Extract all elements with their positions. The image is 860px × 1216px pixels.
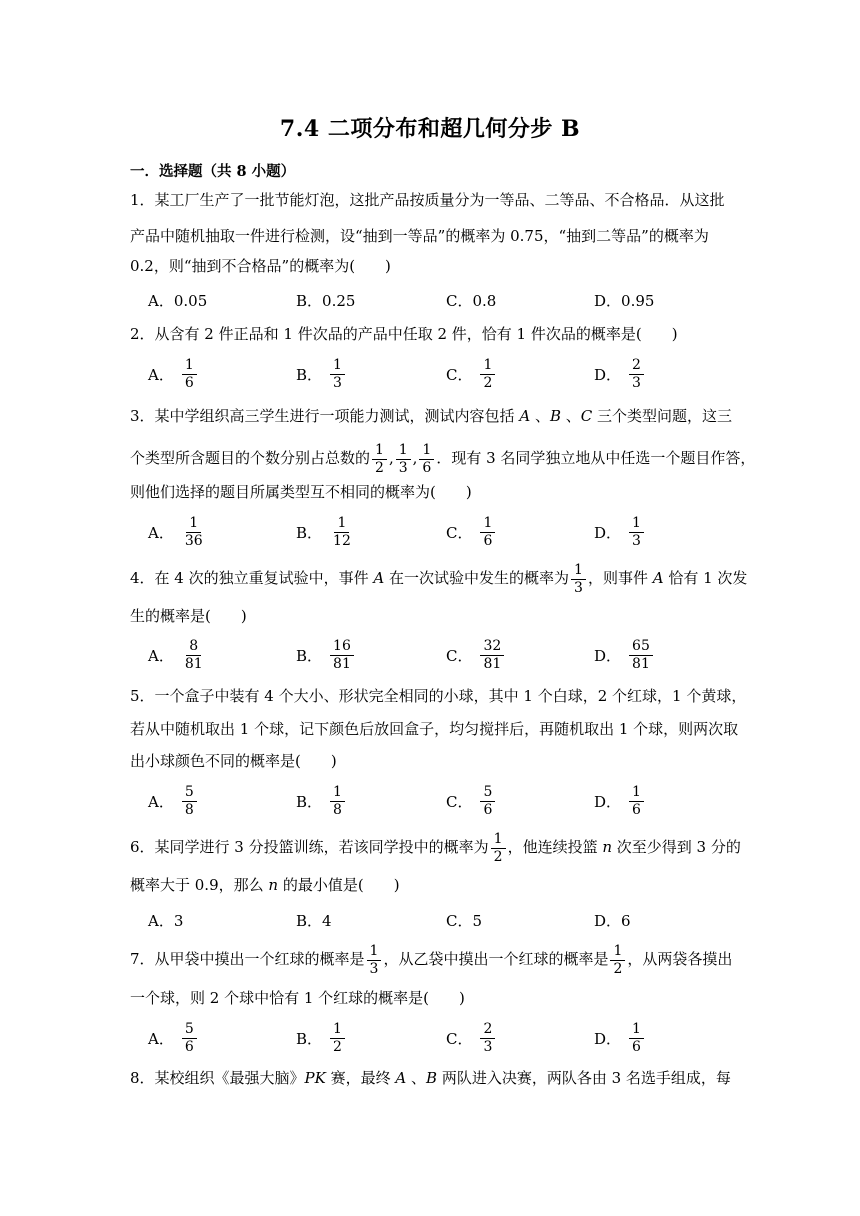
q2-option-a-label: A．	[148, 366, 174, 384]
q7-option-d-fraction	[629, 1021, 644, 1056]
q7-text-c: ，从两袋各摸出	[627, 950, 733, 968]
denominator: 3	[632, 533, 641, 549]
q7-option-d-label: D．	[594, 1030, 622, 1048]
denominator: 2	[333, 1039, 342, 1055]
q4-option-a-fraction	[182, 638, 206, 673]
q4-option-b-label: B．	[296, 647, 323, 665]
denominator: 8	[184, 802, 194, 818]
q4-option-d	[594, 638, 655, 673]
numerator: 1	[480, 357, 495, 375]
q5-option-d-fraction	[629, 784, 644, 819]
q4-text-a: 4．在 4 次的独立重复试验中，事件	[130, 569, 374, 587]
q6-option-c: C．5	[446, 912, 483, 930]
comma: ,	[388, 449, 394, 467]
q5-option-b-label: B．	[296, 793, 323, 811]
q3-option-a-fraction	[182, 515, 206, 550]
q5-option-a-label: A．	[148, 793, 174, 811]
q3-fraction-1	[372, 442, 387, 477]
q7-option-c-label: C．	[446, 1030, 473, 1048]
q7-option-b-label: B．	[296, 1030, 323, 1048]
q1-line-2: 产品中随机抽取一件进行检测，设“抽到一等品”的概率为 0.75，“抽到二等品”的概率为	[130, 227, 709, 245]
q7-option-a-fraction	[182, 1021, 197, 1056]
q4-text-d: 恰有 1 次发	[663, 569, 748, 587]
numerator: 32	[480, 638, 504, 656]
q2-option-c-fraction	[480, 357, 495, 392]
q7-line-2: 一个球，则 2 个球中恰有 1 个红球的概率是( )	[130, 989, 465, 1007]
denominator: 3	[632, 375, 641, 391]
numerator: 2	[480, 1021, 495, 1039]
numerator: 5	[182, 784, 197, 802]
q8-var-b: B	[426, 1069, 438, 1087]
q2-option-a	[148, 357, 199, 392]
q7-option-d	[594, 1021, 646, 1056]
q3-var-a: A	[519, 407, 531, 425]
denominator: 3	[483, 1039, 493, 1055]
q8-text-b: 赛，最终	[325, 1069, 396, 1087]
q2-option-d-label: D．	[594, 366, 622, 384]
numerator: 1	[182, 357, 197, 375]
q8-line-1	[130, 1067, 730, 1089]
q5-option-b-fraction	[330, 784, 345, 819]
q4-text-b: 在一次试验中发生的概率为	[384, 569, 570, 587]
numerator: 1	[330, 357, 345, 375]
q5-line-2: 若从中随机取出 1 个球，记下颜色后放回盒子，均匀搅拌后，再随机取出 1 个球，则两次取	[130, 720, 739, 738]
denominator: 6	[184, 1039, 194, 1055]
denominator: 2	[493, 848, 503, 865]
q7-text-a: 7．从甲袋中摸出一个红球的概率是	[130, 950, 365, 968]
numerator: 1	[491, 831, 506, 849]
q4-option-b	[296, 638, 356, 673]
q6-option-d: D．6	[594, 912, 631, 930]
numerator: 65	[629, 638, 653, 656]
numerator: 1	[330, 1021, 345, 1039]
q4-option-b-fraction	[330, 638, 354, 673]
q5-option-d	[594, 784, 646, 819]
numerator: 1	[186, 515, 201, 533]
q4-option-c	[446, 638, 506, 673]
q7-option-b-fraction	[330, 1021, 345, 1056]
numerator: 5	[480, 784, 495, 802]
q3-var-c: C	[580, 407, 593, 425]
numerator: 1	[629, 1021, 644, 1039]
comma: ,	[412, 449, 418, 467]
q3-line-3: 则他们选择的题目所属类型互不相同的概率为( )	[130, 483, 472, 501]
q4-option-a-label: A．	[148, 647, 174, 665]
q3-option-b-label: B．	[296, 524, 323, 542]
denominator: 6	[184, 375, 194, 391]
q3-fraction-2	[396, 442, 411, 477]
q8-text-a: 8．某校组织《最强大脑》	[130, 1069, 305, 1087]
q1-line-1: 1．某工厂生产了一批节能灯泡，这批产品按质量分为一等品、二等品、不合格品．从这批	[130, 191, 725, 209]
q3-text-d: ．现有 3 名同学独立地从中任选一个题目作答，	[436, 449, 756, 467]
denominator: 2	[375, 459, 384, 476]
q3-text-c: 个类型所含题目的个数分别占总数的	[130, 449, 371, 467]
numerator: 8	[186, 638, 201, 656]
q2-option-d	[594, 357, 646, 392]
q3-text-b: 三个类型问题，这三	[592, 407, 733, 425]
q4-option-d-label: D．	[594, 647, 622, 665]
q7-fraction-2	[610, 943, 625, 978]
q5-line-1: 5．一个盒子中装有 4 个大小、形状完全相同的小球，其中 1 个白球，2 个红球，1 个黄球，	[130, 687, 747, 705]
q4-var-a: A	[373, 569, 385, 587]
q6-text-e: 的最小值是( )	[278, 876, 400, 894]
q5-option-a	[148, 784, 199, 819]
q8-sep: 、	[406, 1069, 427, 1087]
numerator: 1	[367, 943, 382, 961]
q7-line-1	[130, 939, 733, 979]
q2-option-c-label: C．	[446, 366, 473, 384]
denominator: 3	[369, 960, 379, 977]
q6-var-n: n	[602, 838, 613, 856]
q6-fraction	[491, 831, 506, 866]
q3-line-1	[130, 405, 733, 427]
denominator: 6	[632, 802, 641, 818]
q3-option-b-fraction	[330, 515, 354, 550]
denominator: 81	[632, 656, 650, 672]
q4-line-2: 生的概率是( )	[130, 607, 247, 625]
q3-var-b: B	[549, 407, 561, 425]
q3-sep-2: 、	[560, 407, 581, 425]
q5-option-c	[446, 784, 497, 819]
q2-line-1: 2．从含有 2 件正品和 1 件次品的产品中任取 2 件，恰有 1 件次品的概率是( )	[130, 325, 678, 343]
q7-option-b	[296, 1021, 347, 1056]
q5-line-3: 出小球颜色不同的概率是( )	[130, 752, 337, 770]
q3-option-d-fraction	[629, 515, 644, 550]
q4-option-c-label: C．	[446, 647, 473, 665]
q5-option-b	[296, 784, 347, 819]
q5-option-c-fraction	[480, 784, 495, 819]
q6-text-c: 次至少得到 3 分的	[612, 838, 741, 856]
q4-line-1	[130, 558, 748, 598]
q7-option-a-label: A．	[148, 1030, 174, 1048]
denominator: 81	[333, 656, 351, 672]
numerator: 16	[330, 638, 354, 656]
q4-text-c: ，则事件	[587, 569, 653, 587]
q6-option-b: B．4	[296, 912, 332, 930]
q3-text-a: 3．某中学组织高三学生进行一项能力测试，测试内容包括	[130, 407, 520, 425]
numerator: 1	[372, 442, 387, 460]
q1-option-b: B．0.25	[296, 292, 356, 310]
q5-option-a-fraction	[182, 784, 197, 819]
q7-option-c	[446, 1021, 497, 1056]
q7-option-c-fraction	[480, 1021, 495, 1056]
q6-line-2	[130, 874, 730, 896]
numerator: 1	[571, 562, 586, 580]
denominator: 6	[483, 533, 493, 549]
numerator: 1	[419, 442, 434, 460]
denominator: 12	[333, 533, 351, 549]
denominator: 6	[483, 802, 493, 818]
q2-option-b	[296, 357, 347, 392]
q5-option-c-label: C．	[446, 793, 473, 811]
page-title: 7.4 二项分布和超几何分步 B	[279, 116, 581, 142]
q3-fraction-3	[419, 442, 434, 477]
numerator: 1	[330, 784, 345, 802]
q6-var-n: n	[268, 876, 279, 894]
q1-line-3: 0.2，则“抽到不合格品”的概率为( )	[130, 257, 391, 275]
numerator: 1	[629, 784, 644, 802]
denominator: 6	[632, 1039, 641, 1055]
denominator: 81	[483, 656, 502, 672]
q6-text-a: 6．某同学进行 3 分投篮训练，若该同学投中的概率为	[130, 838, 489, 856]
denominator: 81	[184, 656, 203, 672]
q2-option-c	[446, 357, 497, 392]
denominator: 36	[184, 533, 203, 549]
q3-option-a-label: A．	[148, 524, 174, 542]
q3-option-d	[594, 515, 646, 550]
q3-option-b	[296, 515, 356, 550]
q7-fraction-1	[367, 943, 382, 978]
q4-option-c-fraction	[480, 638, 504, 673]
q3-option-c	[446, 515, 497, 550]
q6-text-b: ，他连续投篮	[507, 838, 603, 856]
numerator: 5	[182, 1021, 197, 1039]
q2-option-b-label: B．	[296, 366, 323, 384]
denominator: 6	[422, 459, 432, 476]
q1-option-a: A．0.05	[148, 292, 208, 310]
numerator: 1	[334, 515, 349, 533]
q7-text-b: ，从乙袋中摸出一个红球的概率是	[383, 950, 609, 968]
numerator: 1	[610, 943, 625, 961]
q1-option-d: D．0.95	[594, 292, 655, 310]
denominator: 3	[574, 579, 583, 596]
q6-option-a: A．3	[148, 912, 184, 930]
q3-option-d-label: D．	[594, 524, 622, 542]
q8-var-a: A	[395, 1069, 407, 1087]
q3-line-2	[130, 438, 756, 478]
q4-var-a: A	[652, 569, 664, 587]
q6-text-d: 概率大于 0.9，那么	[130, 876, 269, 894]
q8-pk: PK	[304, 1069, 326, 1087]
numerator: 1	[629, 515, 644, 533]
q3-option-c-fraction	[480, 515, 495, 550]
q3-option-c-label: C．	[446, 524, 473, 542]
numerator: 2	[629, 357, 644, 375]
q6-line-1	[130, 827, 741, 867]
denominator: 8	[333, 802, 342, 818]
q8-text-c: 两队进入决赛，两队各由 3 名选手组成，每	[437, 1069, 731, 1087]
q2-option-d-fraction	[629, 357, 644, 392]
q5-option-d-label: D．	[594, 793, 622, 811]
section-heading: 一．选择题（共 8 小题）	[130, 163, 296, 180]
q3-sep-1: 、	[530, 407, 550, 425]
q2-option-a-fraction	[182, 357, 197, 392]
q2-option-b-fraction	[330, 357, 345, 392]
numerator: 1	[480, 515, 495, 533]
q4-option-d-fraction	[629, 638, 653, 673]
q4-fraction	[571, 562, 586, 597]
denominator: 3	[398, 459, 408, 476]
denominator: 3	[333, 375, 342, 391]
q3-option-a	[148, 515, 208, 550]
q1-option-c: C．0.8	[446, 292, 497, 310]
q7-option-a	[148, 1021, 199, 1056]
denominator: 2	[483, 375, 493, 391]
denominator: 2	[613, 960, 623, 977]
numerator: 1	[396, 442, 411, 460]
q4-option-a	[148, 638, 208, 673]
